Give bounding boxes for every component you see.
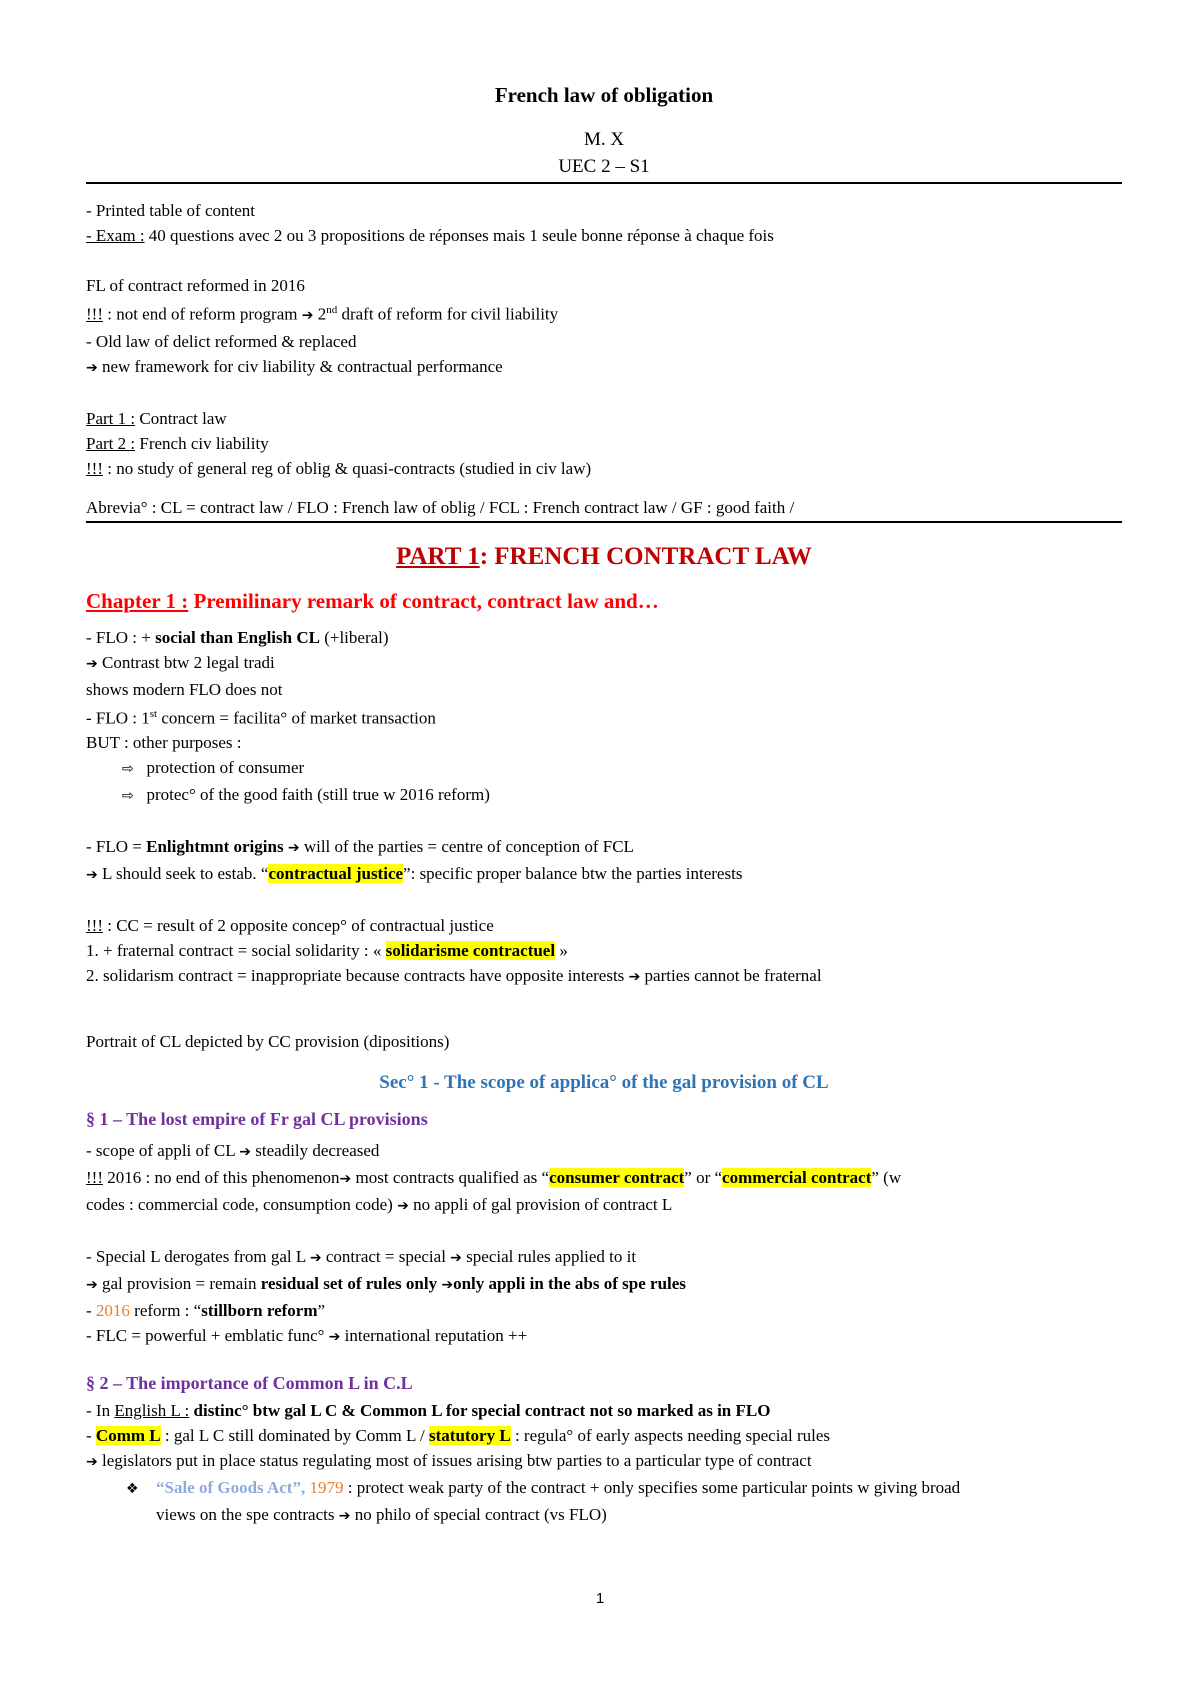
right-arrow-icon: ➔: [328, 1329, 341, 1346]
text: Contrast btw 2 legal tradi: [97, 652, 275, 672]
text: 2. solidarism contract = inappropriate because contracts have opposite interests: [86, 966, 629, 986]
text: most contracts qualified as “: [351, 1168, 550, 1188]
superscript: nd: [326, 304, 338, 316]
intro-line: [86, 406, 1122, 431]
chapter-label: Chapter 1 :: [86, 588, 189, 613]
text: - FLO =: [86, 837, 147, 857]
text: parties cannot be fraternal: [640, 966, 822, 986]
part-label: Part 1 :: [86, 408, 136, 428]
right-arrow-icon: ➔: [239, 1144, 252, 1161]
text: Portrait of CL depicted by CC provision (dipositions): [86, 1032, 450, 1052]
course-code: UEC 2 – S1: [86, 153, 1122, 184]
paragraph-title: § 2 – The importance of Common L in C.L: [86, 1373, 413, 1394]
text: -: [86, 1426, 96, 1446]
page-number: 1: [595, 1590, 605, 1607]
right-arrow-icon: ➔: [338, 1508, 351, 1525]
text: ”: specific proper balance btw the parties interests: [403, 864, 743, 884]
text: will of the parties = centre of conception of FCL: [299, 837, 634, 857]
text: distinc° btw gal L C & Common L for special contract not so marked as in FLO: [189, 1401, 771, 1421]
note-line: [86, 1298, 1122, 1323]
text: protection of consumer: [146, 758, 305, 778]
text: : no study of general reg of oblig & quasi-contracts (studied in civ law): [102, 458, 592, 478]
note-line: [86, 1165, 1122, 1192]
right-arrow-icon: ➔: [628, 969, 641, 986]
text: : regula° of early aspects needing special rules: [510, 1426, 830, 1446]
four-diamond-bullet-icon: ❖: [126, 1481, 139, 1498]
section-title: Sec° 1 - The scope of applica° of the gal provision of CL: [379, 1072, 829, 1094]
text: - Printed table of content: [86, 201, 256, 220]
intro-line: [86, 273, 1122, 298]
text: stillborn reform: [201, 1301, 318, 1321]
intro-line: [86, 456, 1122, 481]
highlight: solidarisme contractuel: [385, 941, 556, 961]
text: no philo of special contract (vs FLO): [350, 1505, 607, 1525]
text: - scope of appli of CL: [86, 1141, 240, 1161]
superscript: st: [149, 707, 158, 720]
text: ”: [317, 1301, 326, 1321]
text: 2: [313, 304, 327, 324]
highlight: consumer contract: [549, 1168, 685, 1188]
note-line: [86, 861, 1122, 888]
text: L should seek to estab. “: [97, 864, 269, 884]
intro-line: [86, 329, 1122, 354]
note-line: [86, 1323, 1122, 1350]
note-line: [86, 1244, 1122, 1271]
text: Abrevia° : CL = contract law / FLO : French law of oblig / FCL : French contract law / GF : good faith /: [86, 497, 795, 517]
right-arrow-icon: ➔: [86, 867, 98, 884]
right-arrow-icon: ➔: [309, 1250, 322, 1267]
text: Contract law: [135, 408, 227, 428]
text: - FLO : +: [86, 627, 156, 647]
text: shows modern FLO does not: [86, 679, 283, 699]
note-line: [86, 1271, 1122, 1298]
intro-line: [86, 354, 1122, 381]
text: draft of reform for civil liability: [337, 304, 559, 324]
act-name: “Sale of Goods Act”,: [156, 1478, 310, 1498]
text: : CC = result of 2 opposite concep° of contractual justice: [102, 916, 494, 936]
part-title: [86, 541, 1122, 573]
text: residual set of rules only: [260, 1274, 442, 1294]
text: social than English CL: [155, 627, 320, 647]
text: - Special L derogates from gal L: [86, 1247, 310, 1267]
text: views on the spe contracts: [156, 1505, 339, 1525]
text: codes : commercial code, consumption code): [86, 1195, 398, 1215]
text: - In: [86, 1401, 115, 1421]
document-title: French law of obligation: [494, 83, 714, 107]
hollow-right-arrow-icon: ⇨: [122, 788, 134, 805]
right-arrow-icon: ➔: [86, 1277, 98, 1294]
warning-label: !!!: [86, 458, 103, 478]
right-arrow-icon: ➔: [301, 307, 314, 324]
text: -: [86, 1301, 96, 1321]
note-line: [86, 1423, 1122, 1448]
text: : protect weak party of the contract + only specifies some particular points w giving broad: [343, 1478, 961, 1498]
intro-line: [86, 431, 1122, 456]
text: no appli of gal provision of contract L: [408, 1195, 673, 1215]
text: 40 questions avec 2 ou 3 propositions de réponses mais 1 seule bonne réponse à chaque fois: [144, 226, 774, 245]
note-line: [86, 625, 1122, 650]
page-content: [86, 82, 1122, 1529]
note-line: [86, 1398, 1122, 1423]
note-line: [86, 963, 1122, 990]
text: - Old law of delict reformed & replaced: [86, 331, 357, 351]
text: only appli in the abs of spe rules: [453, 1274, 686, 1294]
chapter-title: [86, 587, 1122, 615]
note-line: [86, 834, 1122, 861]
highlight: contractual justice: [268, 864, 404, 884]
note-line: [86, 1192, 1122, 1219]
exam-label: - Exam :: [86, 226, 145, 245]
text: concern = facilita° of market transaction: [157, 708, 436, 728]
warning-label: !!!: [86, 1168, 103, 1188]
highlight: statutory L: [429, 1426, 511, 1446]
text: : gal L C still dominated by Comm L /: [160, 1426, 429, 1446]
note-line: [86, 702, 1122, 731]
text: French civ liability: [135, 433, 269, 453]
right-arrow-icon: ➔: [339, 1171, 352, 1188]
text: gal provision = remain: [97, 1274, 261, 1294]
chapter-title-text: Premilinary remark of contract, contract law and…: [188, 588, 659, 613]
part-label: PART 1: [396, 542, 480, 570]
year: 1979: [309, 1478, 344, 1498]
text: special rules applied to it: [461, 1247, 637, 1267]
right-arrow-icon: ➔: [86, 1454, 98, 1471]
text: international reputation ++: [340, 1326, 528, 1346]
note-line: [86, 1448, 1122, 1475]
paragraph-title: § 1 – The lost empire of Fr gal CL provisions: [86, 1109, 428, 1130]
year: 2016: [95, 1301, 130, 1321]
text: ” (w: [871, 1168, 902, 1188]
hollow-right-arrow-icon: ⇨: [122, 761, 134, 778]
right-arrow-icon: ➔: [287, 840, 300, 857]
note-line: [86, 782, 1122, 809]
note-line: [86, 677, 1122, 702]
text: steadily decreased: [251, 1141, 380, 1161]
note-line: [86, 913, 1122, 938]
note-line: [86, 650, 1122, 677]
part-label: Part 2 :: [86, 433, 136, 453]
text: ” or “: [684, 1168, 723, 1188]
text: : not end of reform program: [102, 304, 302, 324]
text: new framework for civ liability & contractual performance: [97, 356, 503, 376]
note-line: [86, 1502, 1122, 1529]
warning-label: !!!: [86, 304, 103, 324]
text: 1. + fraternal contract = social solidarity : «: [86, 941, 386, 961]
note-line: [86, 1029, 1122, 1054]
right-arrow-icon: ➔: [86, 359, 98, 376]
note-line: [86, 938, 1122, 963]
text: »: [555, 941, 568, 961]
highlight: Comm L: [95, 1426, 161, 1446]
text: FL of contract reformed in 2016: [86, 276, 305, 295]
intro-line: [86, 198, 1122, 223]
text: contract = special: [321, 1247, 451, 1267]
text: reform : “: [129, 1301, 202, 1321]
text: - FLO : 1: [86, 708, 150, 728]
highlight: commercial contract: [722, 1168, 872, 1188]
right-arrow-icon: ➔: [397, 1198, 409, 1215]
warning-label: !!!: [86, 916, 103, 936]
text: legislators put in place status regulating most of issues arising btw parties to a particular type of contract: [97, 1451, 812, 1471]
right-arrow-icon: ➔: [441, 1277, 454, 1294]
right-arrow-icon: ➔: [450, 1250, 462, 1267]
intro-line: [86, 223, 1122, 248]
teacher-name: M. X: [583, 129, 625, 150]
text: BUT : other purposes :: [86, 733, 242, 753]
note-line: [86, 730, 1122, 755]
part-title-text: : FRENCH CONTRACT LAW: [479, 542, 812, 570]
abbreviations-line: [86, 495, 1122, 523]
text: 2016 : no end of this phenomenon: [102, 1168, 340, 1188]
text: English L :: [114, 1401, 190, 1421]
text: (+liberal): [319, 627, 389, 647]
note-line: [86, 1475, 1122, 1502]
text: Enlightmnt origins: [146, 837, 284, 857]
intro-line: [86, 298, 1122, 329]
note-line: [86, 1138, 1122, 1165]
text: - FLC = powerful + emblatic func°: [86, 1326, 329, 1346]
text: protec° of the good faith (still true w 2016 reform): [146, 785, 490, 805]
right-arrow-icon: ➔: [86, 655, 98, 672]
note-line: [86, 755, 1122, 782]
